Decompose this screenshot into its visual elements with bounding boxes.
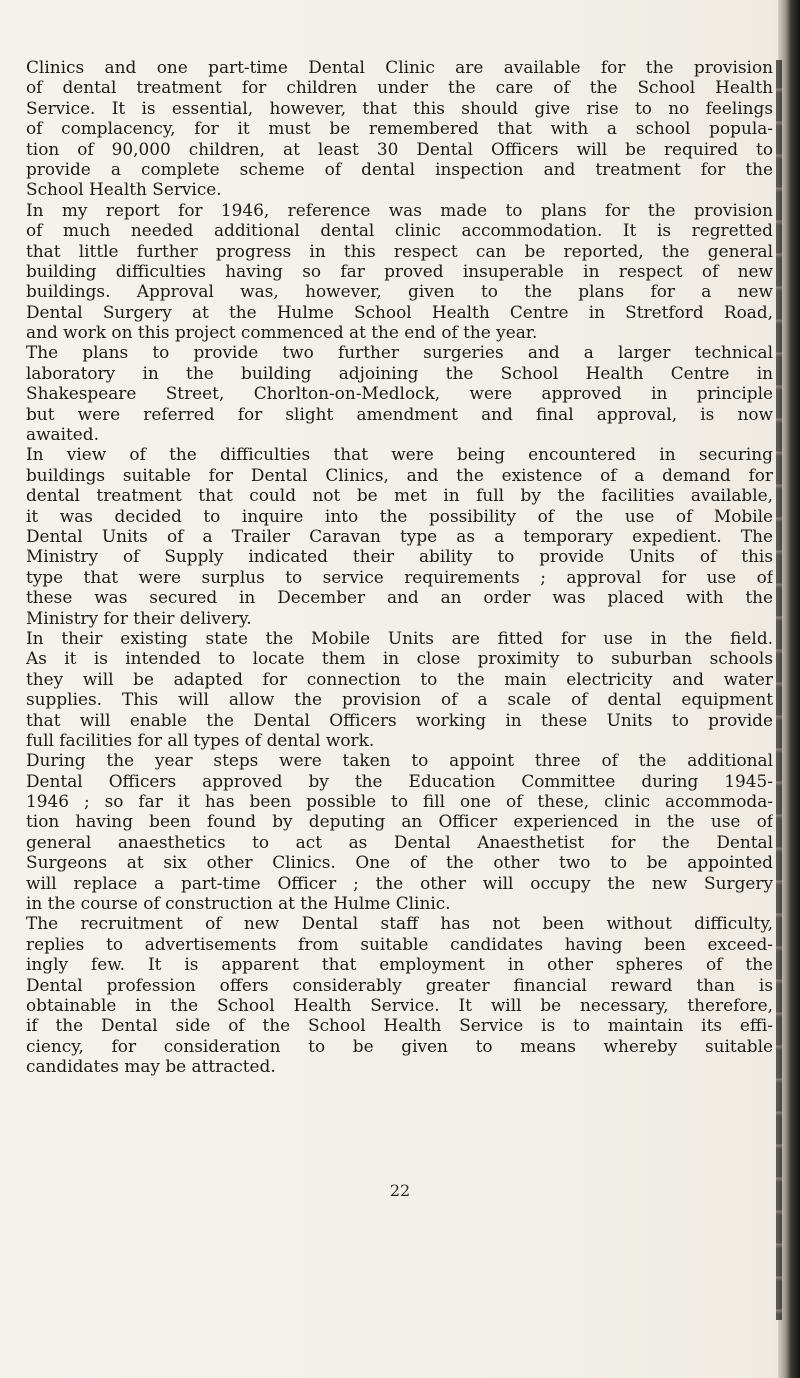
text-line: that will enable the Dental Officers working in these Units to provide xyxy=(26,709,773,730)
text-line: that little further progress in this respect can be reported, the general xyxy=(26,240,773,261)
text-line: The plans to provide two further surgeries and a larger technical xyxy=(26,342,773,363)
page-number: 22 xyxy=(389,1181,411,1200)
text-line: building difficulties having so far proved insuperable in respect of new xyxy=(26,260,773,281)
text-line: buildings suitable for Dental Clinics, and the existence of a demand for xyxy=(26,464,773,485)
text-line: awaited. xyxy=(26,424,99,445)
text-line: Ministry for their delivery. xyxy=(26,607,252,628)
text-line: tion having been found by deputing an Officer experienced in the use of xyxy=(26,811,773,832)
text-line: they will be adapted for connection to the main electricity and water xyxy=(26,668,773,689)
text-line: Ministry of Supply indicated their ability to provide Units of this xyxy=(26,546,773,567)
text-line: in the course of construction at the Hulme Clinic. xyxy=(26,893,451,914)
text-line: candidates may be attracted. xyxy=(26,1056,276,1077)
text-line: In view of the difficulties that were being encountered in securing xyxy=(26,444,773,465)
text-line: provide a complete scheme of dental inspection and treatment for the xyxy=(26,158,773,179)
text-line: In my report for 1946, reference was made to plans for the provision xyxy=(26,199,773,220)
text-line: During the year steps were taken to appoint three of the additional xyxy=(26,750,773,771)
text-line: ciency, for consideration to be given to means whereby suitable xyxy=(26,1035,773,1056)
text-line: but were referred for slight amendment and final approval, is now xyxy=(26,403,773,424)
text-line: general anaesthetics to act as Dental Anaesthetist for the Dental xyxy=(26,831,773,852)
text-line: Dental profession offers considerably greater financial reward than is xyxy=(26,974,773,995)
text-line: dental treatment that could not be met in full by the facilities available, xyxy=(26,485,773,506)
text-line: Service. It is essential, however, that this should give rise to no feelings xyxy=(26,97,773,118)
text-line: Shakespeare Street, Chorlton-on-Medlock, were approved in principle xyxy=(26,383,773,404)
text-line: supplies. This will allow the provision of a scale of dental equipment xyxy=(26,689,773,710)
text-line: 1946 ; so far it has been possible to fill one of these, clinic accommoda- xyxy=(26,791,773,812)
text-line: it was decided to inquire into the possibility of the use of Mobile xyxy=(26,505,773,526)
text-line: of much needed additional dental clinic accommodation. It is regretted xyxy=(26,220,773,241)
text-line: of complacency, for it must be remembered that with a school popula- xyxy=(26,118,773,139)
text-line: will replace a part-time Officer ; the other will occupy the new Surgery xyxy=(26,872,773,893)
text-line: these was secured in December and an order was placed with the xyxy=(26,587,773,608)
text-line: buildings. Approval was, however, given to the plans for a new xyxy=(26,281,773,302)
text-line: of dental treatment for children under the care of the School Health xyxy=(26,77,773,98)
text-line: Dental Surgery at the Hulme School Health Centre in Stretford Road, xyxy=(26,301,773,322)
text-line: type that were surplus to service requirements ; approval for use of xyxy=(26,566,773,587)
text-line: In their existing state the Mobile Units are fitted for use in the field. xyxy=(26,627,773,648)
binding-shadow xyxy=(776,60,782,1320)
text-line: laboratory in the building adjoining the School Health Centre in xyxy=(26,362,773,383)
text-line: As it is intended to locate them in close proximity to suburban schools xyxy=(26,648,773,669)
text-line: Clinics and one part-time Dental Clinic are available for the provision xyxy=(26,57,773,77)
text-line: obtainable in the School Health Service. It will be necessary, therefore, xyxy=(26,994,773,1015)
text-line: if the Dental side of the School Health Service is to maintain its effi- xyxy=(26,1015,773,1036)
text-line: replies to advertisements from suitable candidates having been exceed- xyxy=(26,933,773,954)
text-line: tion of 90,000 children, at least 30 Dental Officers will be required to xyxy=(26,138,773,159)
text-line: Dental Units of a Trailer Caravan type as a temporary expedient. The xyxy=(26,525,773,546)
body-text xyxy=(26,57,773,1077)
text-line: The recruitment of new Dental staff has not been without difficulty, xyxy=(26,913,773,934)
text-line: ingly few. It is apparent that employment in other spheres of the xyxy=(26,954,773,975)
text-line: Dental Officers approved by the Education Committee during 1945- xyxy=(26,770,773,791)
text-line: Surgeons at six other Clinics. One of the other two to be appointed xyxy=(26,852,773,873)
text-line: full facilities for all types of dental work. xyxy=(26,729,375,750)
text-line: School Health Service. xyxy=(26,179,222,200)
text-line: and work on this project commenced at the end of the year. xyxy=(26,322,538,343)
